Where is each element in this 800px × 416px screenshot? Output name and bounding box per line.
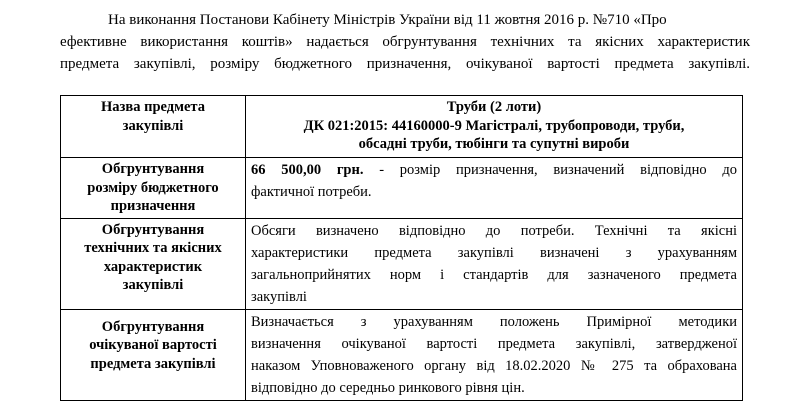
subject-cpv-code: обсадні труби, тюбінги та супутні вироби — [358, 136, 630, 152]
intro-line: предмета закупівлі, розміру бюджетного призначення, очікуваної вартості предмета закупівлі. — [60, 56, 750, 72]
table-row — [61, 218, 743, 309]
row-label-text: призначення — [110, 198, 196, 214]
row-value-text: визначення очікуваної вартості предмета закупівлі, затвердженої — [251, 335, 737, 352]
row-label-cell — [61, 158, 246, 219]
header-label-text: Назва предмета — [101, 99, 205, 115]
row-label-cell — [61, 309, 246, 400]
subject-title: Труби (2 лоти) — [446, 99, 542, 115]
row-value-cell — [246, 309, 743, 400]
row-label-text: характеристик — [103, 258, 203, 275]
budget-text: - розмір призначення, визначений відповідно до — [363, 162, 737, 178]
header-label-text: закупівлі — [122, 117, 184, 134]
row-label-text: Обгрунтування — [101, 161, 205, 177]
row-value-text: відповідно до середньо ринкового рівня цін. — [251, 379, 525, 396]
header-subject-cell — [246, 96, 743, 158]
row-label-cell — [61, 218, 246, 309]
header-label-cell — [61, 96, 246, 158]
row-label-text: закупівлі — [122, 277, 184, 293]
row-value-text: наказом Уповноваженого органу від 18.02.2020 № 275 та обрахована — [251, 357, 737, 374]
budget-amount: 66 500,00 грн. — [251, 162, 364, 178]
row-label-text: розміру бюджетного — [87, 179, 219, 196]
table-header-row — [61, 96, 743, 158]
procurement-table — [60, 95, 743, 401]
row-label-text: Обгрунтування — [101, 318, 205, 335]
row-value-text: фактичної потреби. — [251, 184, 372, 200]
row-label-text: предмета закупівлі — [90, 355, 216, 372]
subject-cpv-code: ДК 021:2015: 44160000-9 Магістралі, трубопроводи, труби, — [303, 117, 685, 134]
row-label-text: очікуваної вартості — [89, 337, 217, 353]
row-value-text: характеристики предмета закупівлі визначені з урахуванням — [251, 244, 737, 261]
row-value-text: Визначається з урахуванням положень Примірної методики — [251, 313, 737, 330]
table-row — [61, 309, 743, 400]
row-value-text: закупівлі — [251, 288, 307, 305]
row-label-text: технічних та якісних — [84, 240, 222, 256]
budget-line — [251, 159, 737, 181]
table-row — [61, 158, 743, 219]
intro-line: На виконання Постанови Кабінету Міністрів України від 11 жовтня 2016 р. №710 «Про — [108, 12, 667, 28]
row-label-text: Обгрунтування — [101, 221, 205, 238]
row-value-text: загальноприйнятих норм і стандартів для зазначеного предмета — [251, 266, 737, 283]
row-value-cell — [246, 218, 743, 309]
intro-paragraph — [60, 9, 750, 75]
row-value-text: Обсяги визначено відповідно до потреби. Технічні та якісні — [251, 222, 737, 239]
intro-line: ефективне використання коштів» надається обгрунтування технічних та якісних характеристик — [60, 34, 750, 50]
row-value-cell — [246, 158, 743, 219]
